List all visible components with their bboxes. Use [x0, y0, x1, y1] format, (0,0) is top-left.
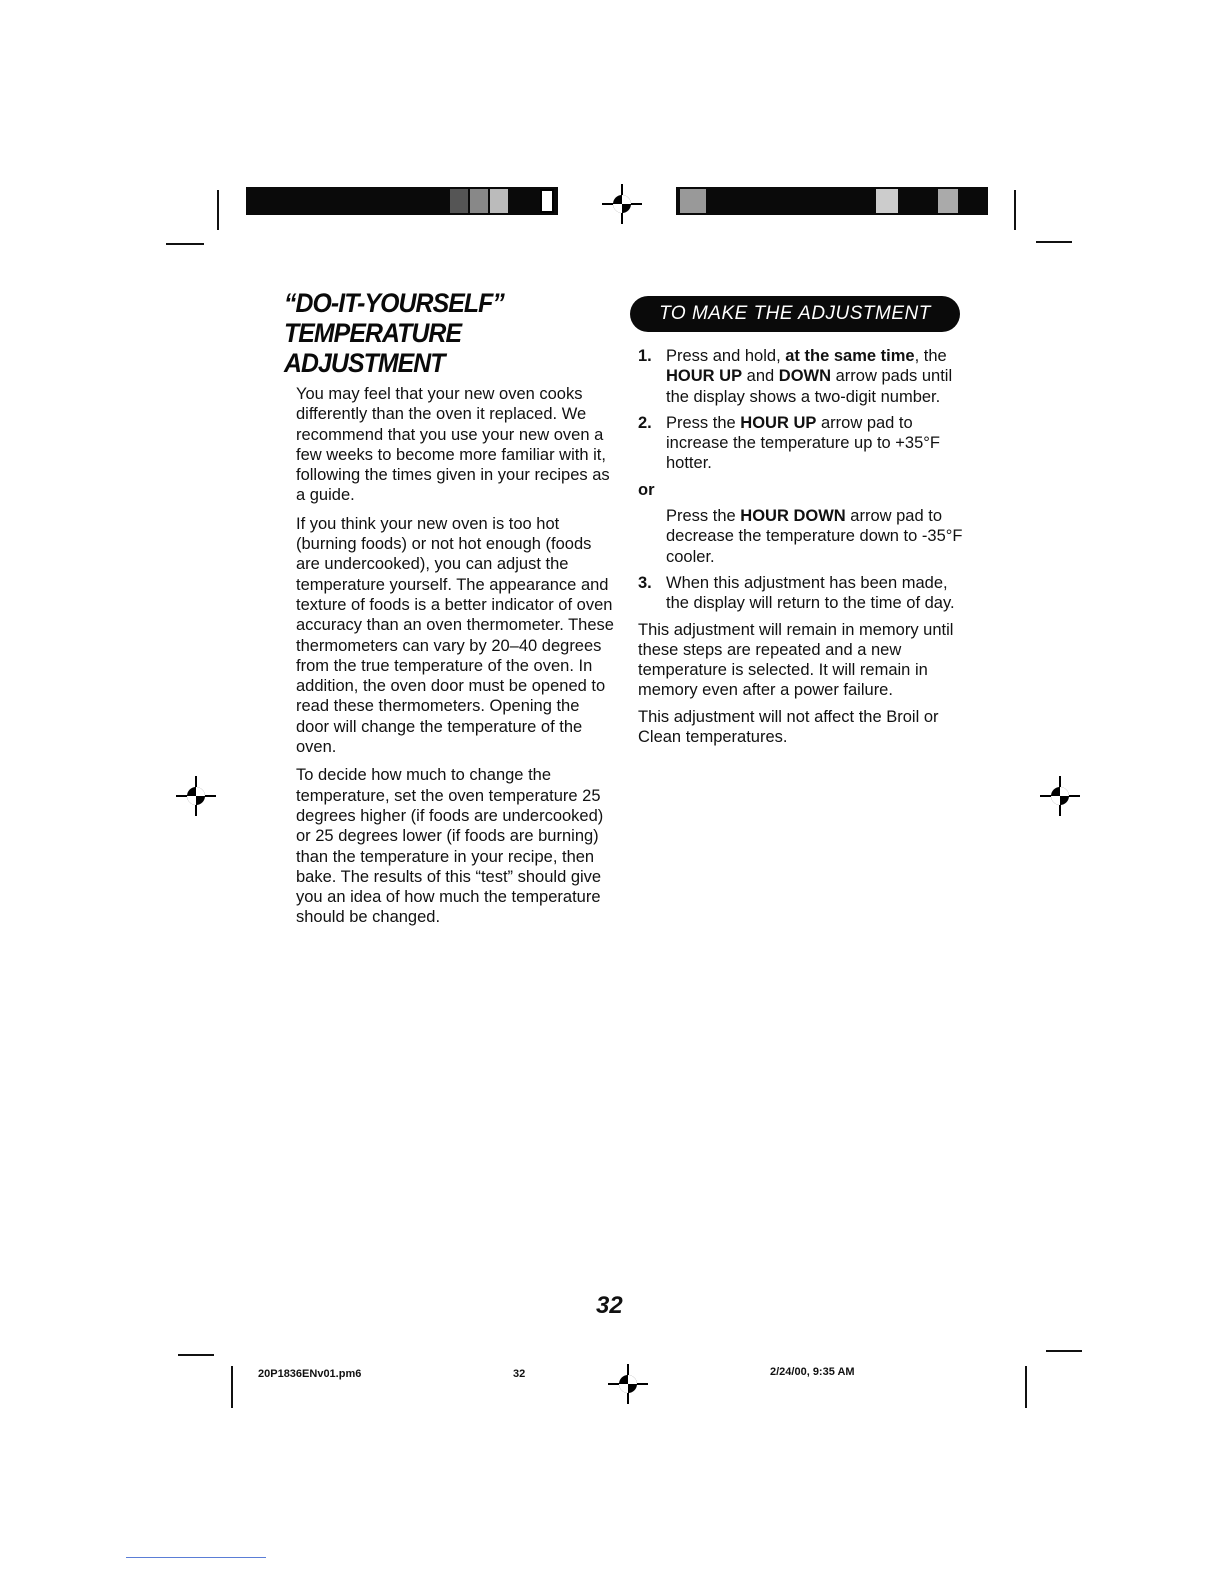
page-heading — [284, 288, 614, 378]
color-swatch — [938, 189, 958, 213]
step-text: Press the — [666, 507, 741, 526]
footer-timestamp: 2/24/00, 9:35 AM — [770, 1366, 855, 1378]
registration-mark-icon — [1040, 776, 1080, 816]
heading-line-2: TEMPERATURE — [284, 318, 462, 348]
step-number: 1. — [638, 347, 652, 365]
or-label: or — [638, 480, 655, 499]
paragraph: You may feel that your new oven cooks differently than the oven it replaced. We recommend that you use your new oven a few weeks to become more familiar with it, following the times given in your recipes as a guide. — [296, 385, 610, 505]
step-text: Press the — [666, 413, 741, 432]
paragraph: This adjustment will remain in memory until these steps are repeated and a new temperature is selected. It will remain in memory even after a power failure. — [638, 620, 954, 700]
color-swatch — [680, 189, 706, 213]
key-name: HOUR DOWN — [740, 507, 846, 526]
step-number: 2. — [638, 413, 652, 432]
step-text: arrow pads until the display shows a two-digit number. — [666, 367, 953, 406]
step-text: When this adjustment has been made, the display will return to the time of day. — [666, 573, 955, 613]
crop-mark-top-right-vertical — [1014, 190, 1016, 230]
color-swatch — [876, 189, 898, 213]
footer-page: 32 — [513, 1368, 526, 1380]
crop-mark-top-left-vertical — [217, 190, 219, 230]
step-3 — [638, 573, 968, 614]
step-number: 3. — [638, 573, 652, 592]
key-name: HOUR UP — [740, 413, 817, 432]
paragraph: If you think your new oven is too hot (burning foods) or not hot enough (foods are undercooked), you can adjust the temperature yourself. The appearance and texture of foods is a better indicator of oven accuracy than an oven thermometer. These thermometers can vary by 20–40 degrees from the true temperature of the oven. In addition, the oven door must be opened to read these thermometers. Opening the door will change the temperature of the oven. — [296, 514, 614, 757]
page-number: 32 — [596, 1292, 623, 1319]
heading-line-1: “DO-IT-YOURSELF” — [284, 288, 504, 318]
step-2-alternative — [638, 506, 968, 567]
left-column — [296, 384, 616, 936]
color-swatch — [450, 189, 468, 213]
step-2 — [638, 413, 968, 474]
section-banner: TO MAKE THE ADJUSTMENT — [630, 296, 960, 332]
right-column — [638, 346, 968, 753]
key-name: DOWN — [778, 367, 832, 386]
step-1 — [638, 346, 968, 407]
crop-mark-top-right-horizontal — [1036, 241, 1072, 243]
footer-filename: 20P1836ENv01.pm6 — [258, 1368, 362, 1380]
registration-mark-icon — [602, 184, 642, 224]
crop-mark-bottom-right-vertical — [1025, 1366, 1027, 1408]
color-swatch — [470, 189, 488, 213]
step-text: arrow pad to increase the temperature up to +35°F hotter. — [666, 413, 940, 473]
registration-mark-icon — [176, 776, 216, 816]
color-bar-left — [246, 187, 558, 215]
crop-mark-bottom-left-horizontal — [178, 1354, 214, 1356]
step-text: , the — [914, 347, 947, 365]
step-text: Press and hold, — [666, 347, 786, 365]
crop-mark-bottom-right-horizontal — [1046, 1350, 1082, 1352]
step-text: arrow pad to decrease the temperature down to -35°F cooler. — [666, 507, 963, 566]
registration-mark-icon — [608, 1364, 648, 1404]
color-swatch — [540, 189, 554, 213]
underline-rule — [126, 1557, 266, 1558]
color-swatch — [490, 189, 508, 213]
key-name: HOUR UP — [666, 367, 743, 386]
crop-mark-top-left-horizontal — [166, 243, 204, 245]
step-emphasis: at the same time — [785, 347, 915, 365]
paragraph: To decide how much to change the temperature, set the oven temperature 25 degrees higher (if foods are undercooked) or 25 degrees lower (if foods are burning) than the temperature in your recipe, then bake. The results of this “test” should give you an idea of how much the temperature should be changed. — [296, 766, 604, 927]
crop-mark-bottom-left-vertical — [231, 1366, 233, 1408]
paragraph: This adjustment will not affect the Broil or Clean temperatures. — [638, 707, 939, 747]
heading-line-3: ADJUSTMENT — [284, 348, 445, 378]
step-text: and — [742, 367, 779, 386]
